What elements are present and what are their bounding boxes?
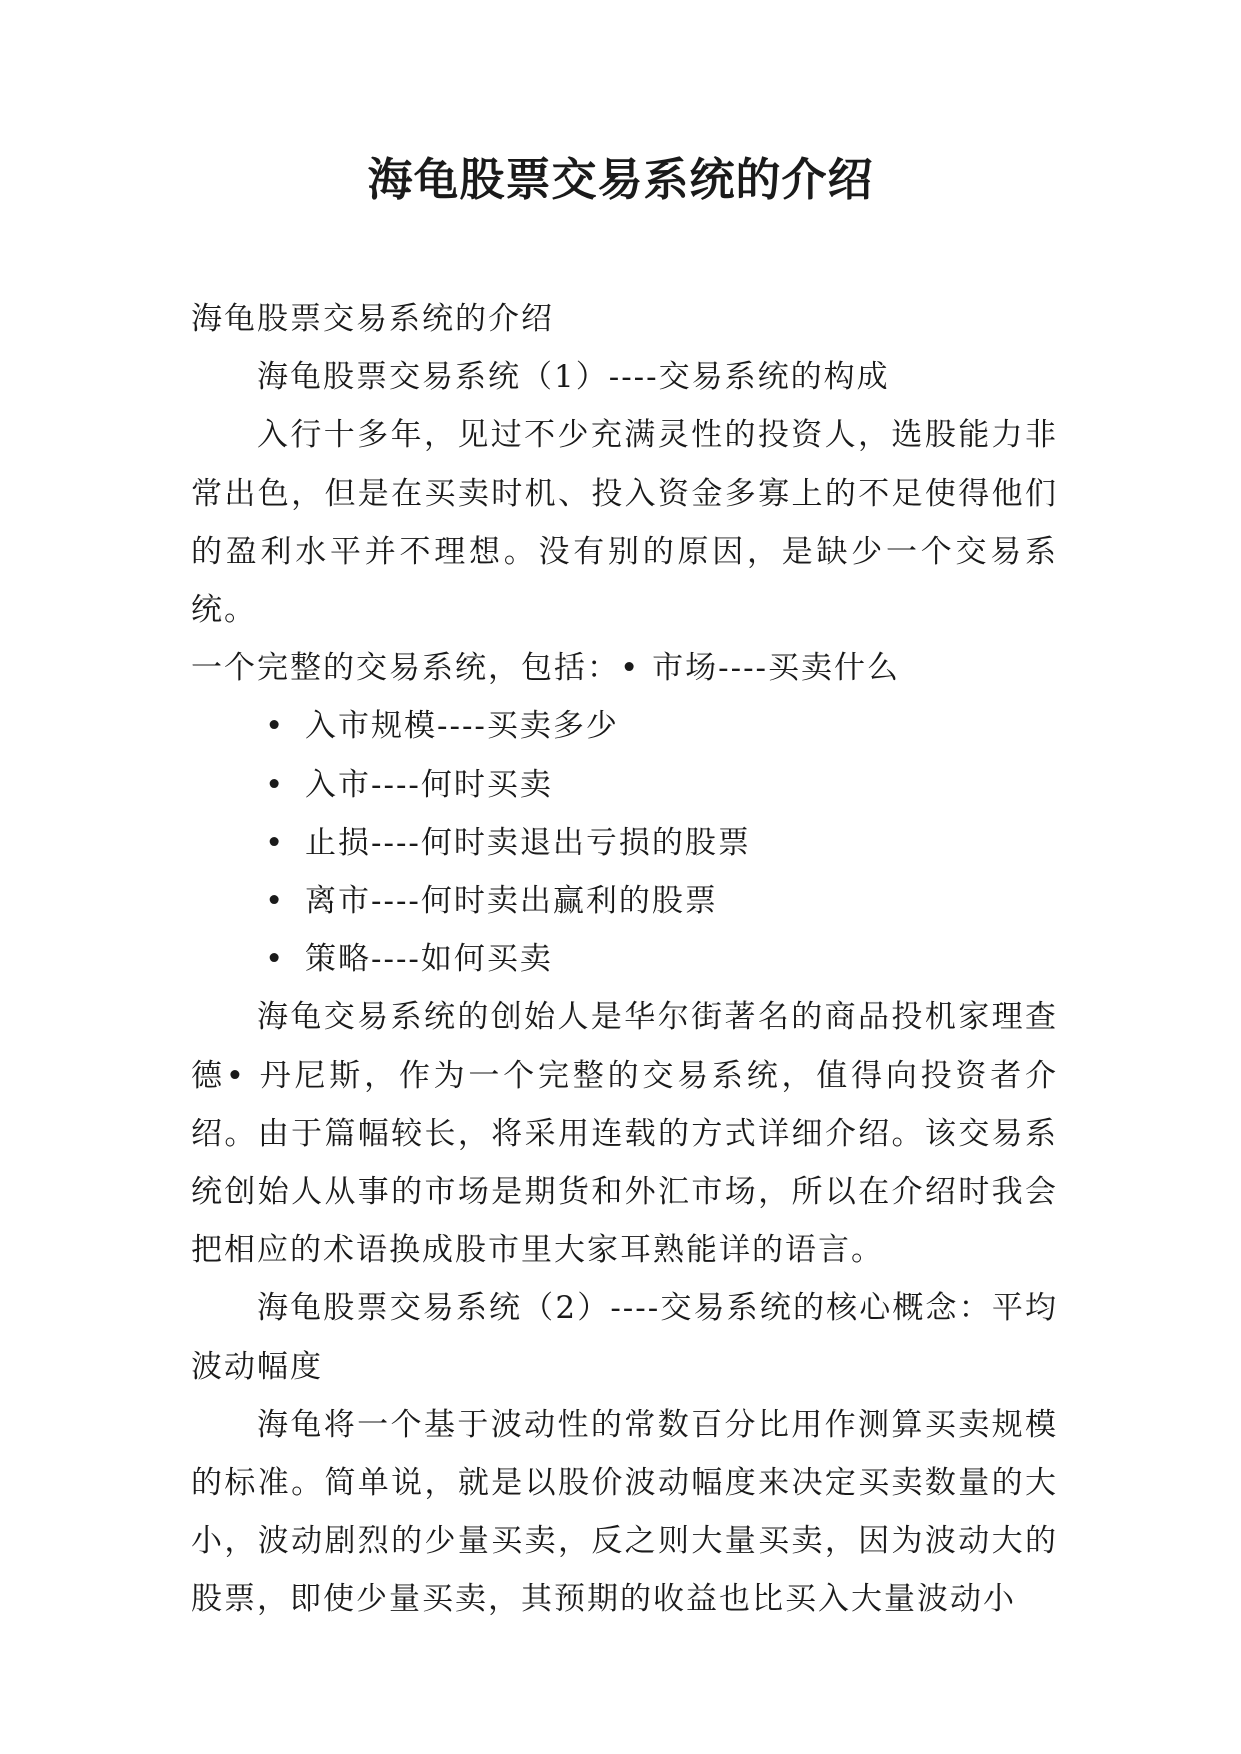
list-item [191, 872, 1058, 930]
list-item-text: 离市----何时卖出赢利的股票 [305, 883, 718, 920]
document-title: 海龟股票交易系统的介绍 [367, 153, 874, 206]
section-heading-2: 海龟股票交易系统（2）----交易系统的核心概念：平均波动幅度 [191, 1290, 1058, 1385]
list-item-text: 入市----何时买卖 [305, 766, 553, 803]
component-list [191, 697, 1058, 988]
bullet-icon: • [265, 708, 286, 745]
document-body [191, 290, 1058, 1629]
subtitle: 海龟股票交易系统的介绍 [191, 301, 554, 337]
list-item [191, 756, 1058, 814]
list-item-text: 止损----何时卖退出亏损的股票 [305, 824, 751, 861]
bullet-icon: • [265, 824, 286, 861]
paragraph-founder: 海龟交易系统的创始人是华尔街著名的商品投机家理查德• 丹尼斯，作为一个完整的交易系统，值得向投资者介绍。由于篇幅较长，将采用连载的方式详细介绍。该交易系统创始人从事的市场是期货和外汇市场，所以在介绍时我会把相应的术语换成股市里大家耳熟能详的语言。 [191, 999, 1058, 1269]
paragraph-intro: 入行十多年，见过不少充满灵性的投资人，选股能力非常出色，但是在买卖时机、投入资金多寡上的不足使得他们的盈利水平并不理想。没有别的原因，是缺少一个交易系统。 [191, 417, 1058, 629]
list-item [191, 814, 1058, 872]
bullet-icon: • [265, 766, 286, 803]
section-heading-1: 海龟股票交易系统（1）----交易系统的构成 [257, 359, 890, 396]
list-item-text: 策略----如何买卖 [305, 941, 553, 978]
bullet-icon: • [265, 883, 286, 920]
paragraph-system-components: 一个完整的交易系统，包括：• 市场----买卖什么 [191, 650, 901, 687]
bullet-icon: • [265, 941, 286, 978]
list-item [191, 697, 1058, 755]
list-item [191, 930, 1058, 988]
paragraph-volatility: 海龟将一个基于波动性的常数百分比用作测算买卖规模的标准。简单说，就是以股价波动幅度来决定买卖数量的大小，波动剧烈的少量买卖，反之则大量买卖，因为波动大的股票，即使少量买卖，其预期的收益也比买入大量波动小 [191, 1406, 1058, 1618]
list-item-text: 入市规模----买卖多少 [305, 708, 619, 745]
